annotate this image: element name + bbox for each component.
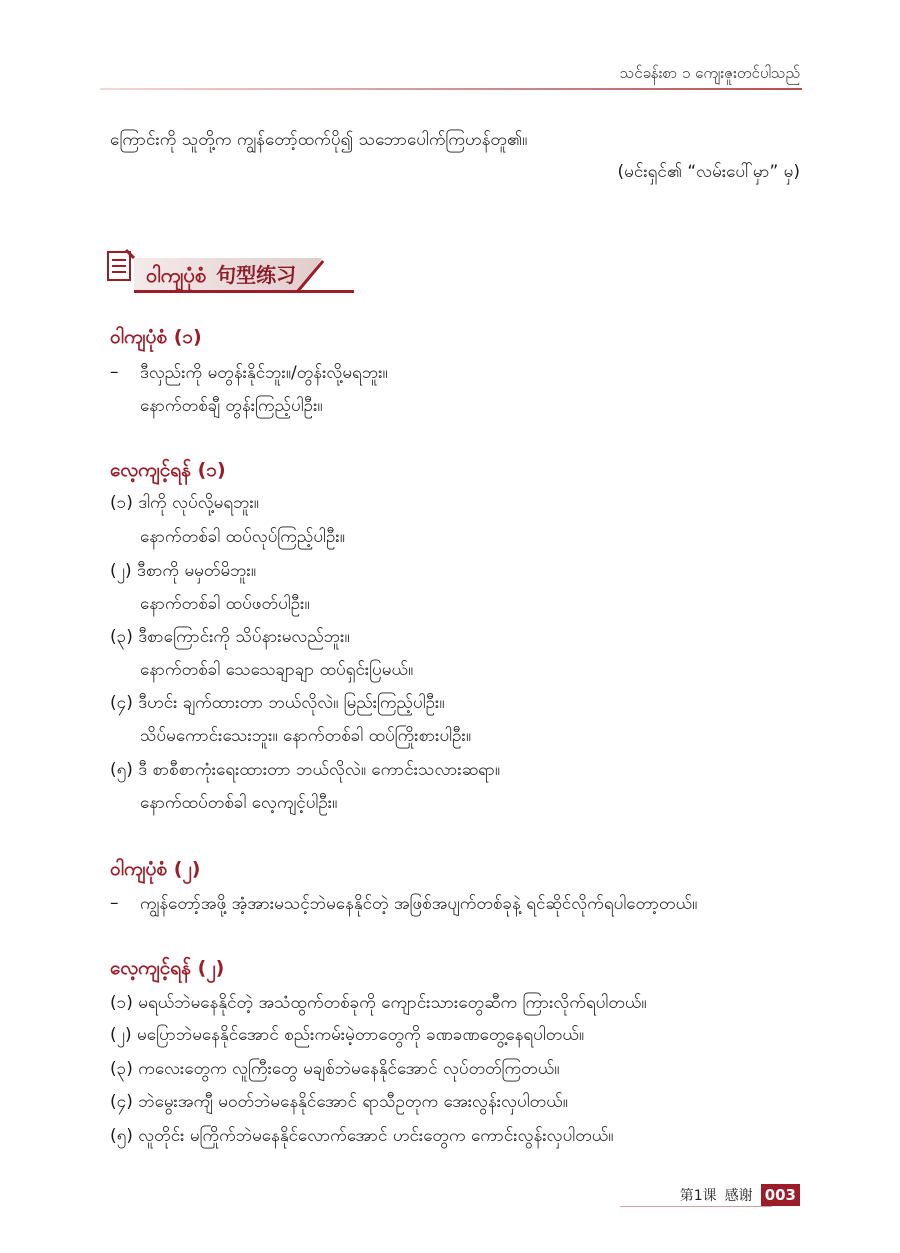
intro-source: (မင်းရှင်၏ “လမ်းပေါ်မှာ” မှ): [617, 162, 800, 182]
exercise1-item-3a: (၃) ဒီစာကြောင်းကို သိပ်နားမလည်ဘူး။: [110, 627, 350, 647]
pattern1-line1: ဒီလှည်းကို မတွန်းနိုင်ဘူး။/တွန်းလို့မရဘူး။: [140, 363, 388, 383]
pattern2-heading: ဝါကျပုံစံ (၂): [110, 858, 201, 880]
exercise1-item-4a: (၄) ဒီဟင်း ချက်ထားတာ ဘယ်လိုလဲ။ မြည်းကြည့်ပါဦး။: [110, 693, 445, 713]
section-banner: [106, 246, 354, 300]
pattern2-line1: ကျွန်တော့်အဖို့ အံ့အားမသင့်ဘဲမနေနိုင်တဲ့ အဖြစ်အပျက်တစ်ခုနဲ့ ရင်ဆိုင်လိုက်ရပါတော့တယ်။: [140, 894, 698, 914]
exercise2-heading: လေ့ကျင့်ရန် (၂): [110, 957, 225, 979]
header-divider: [100, 88, 802, 90]
exercise1-item-4b: သိပ်မကောင်းသေးဘူး။ နောက်တစ်ခါ ထပ်ကြိုးစားပါဦး။: [140, 726, 472, 746]
page-number: 003: [761, 1184, 800, 1206]
exercise1-item-5a: (၅) ဒီ စာစီစာကုံးရေးထားတာ ဘယ်လိုလဲ။ ကောင်းသလားဆရာ။: [110, 760, 501, 780]
exercise1-item-3b: နောက်တစ်ခါ သေသေချာချာ ထပ်ရှင်းပြမယ်။: [140, 660, 414, 680]
section-title: [146, 259, 296, 292]
exercise1-item-5b: နောက်ထပ်တစ်ခါ လေ့ကျင့်ပါဦး။: [140, 793, 338, 813]
dash-marker: –: [110, 362, 119, 382]
exercise1-heading: လေ့ကျင့်ရန် (၁): [110, 459, 226, 481]
footer-lesson: 第1课: [679, 1188, 717, 1204]
exercise1-item-2a: (၂) ဒီစာကို မမှတ်မိဘူး။: [110, 561, 256, 581]
exercise1-item-1b: နောက်တစ်ခါ ထပ်လုပ်ကြည့်ပါဦး။: [140, 527, 345, 547]
section-title-my: ဝါကျပုံစံ: [146, 263, 207, 287]
footer-divider: [620, 1206, 772, 1207]
section-title-cn: 句型练习: [216, 263, 297, 287]
exercise2-item-1: (၁) မရယ်ဘဲမနေနိုင်တဲ့ အသံထွက်တစ်ခုကို ကျောင်းသားတွေဆီက ကြားလိုက်ရပါတယ်။: [110, 993, 647, 1013]
intro-line: ကြောင်းကို သူတို့က ကျွန်တော့်ထက်ပို၍ သဘောပေါက်ကြဟန်တူ၏။: [110, 130, 528, 150]
exercise2-item-2: (၂) မပြောဘဲမနေနိုင်အောင် စည်းကမ်းမဲ့တာတွေကို ခဏခဏတွေ့နေရပါတယ်။: [110, 1025, 584, 1045]
pattern1-line2: နောက်တစ်ချီ တွန်းကြည့်ပါဦး။: [140, 396, 323, 416]
pattern1-heading: ဝါကျပုံစံ (၁): [110, 326, 202, 348]
dash-marker: –: [110, 893, 119, 913]
page-footer: [680, 1184, 800, 1206]
page-header-title: သင်ခန်းစာ ၁ ကျေးဇူးတင်ပါသည်: [619, 64, 800, 82]
exercise2-item-5: (၅) လူတိုင်း မကြိုက်ဘဲမနေနိုင်လောက်အောင် ဟင်းတွေက ကောင်းလွန်းလှပါတယ်။: [110, 1126, 614, 1146]
exercise1-item-2b: နောက်တစ်ခါ ထပ်ဖတ်ပါဦး။: [140, 594, 310, 614]
exercise2-item-3: (၃) ကလေးတွေက လူကြီးတွေ မချစ်ဘဲမနေနိုင်အောင် လုပ်တတ်ကြတယ်။: [110, 1059, 560, 1079]
footer-title: 感谢: [724, 1188, 753, 1204]
exercise1-item-1a: (၁) ဒါကို လုပ်လို့မရဘူး။: [110, 493, 259, 513]
notepad-icon: [106, 248, 136, 284]
exercise2-item-4: (၄) ဘဲမွေးအကျီ မဝတ်ဘဲမနေနိုင်အောင် ရာသီဥတုက အေးလွန်းလှပါတယ်။: [110, 1092, 568, 1112]
